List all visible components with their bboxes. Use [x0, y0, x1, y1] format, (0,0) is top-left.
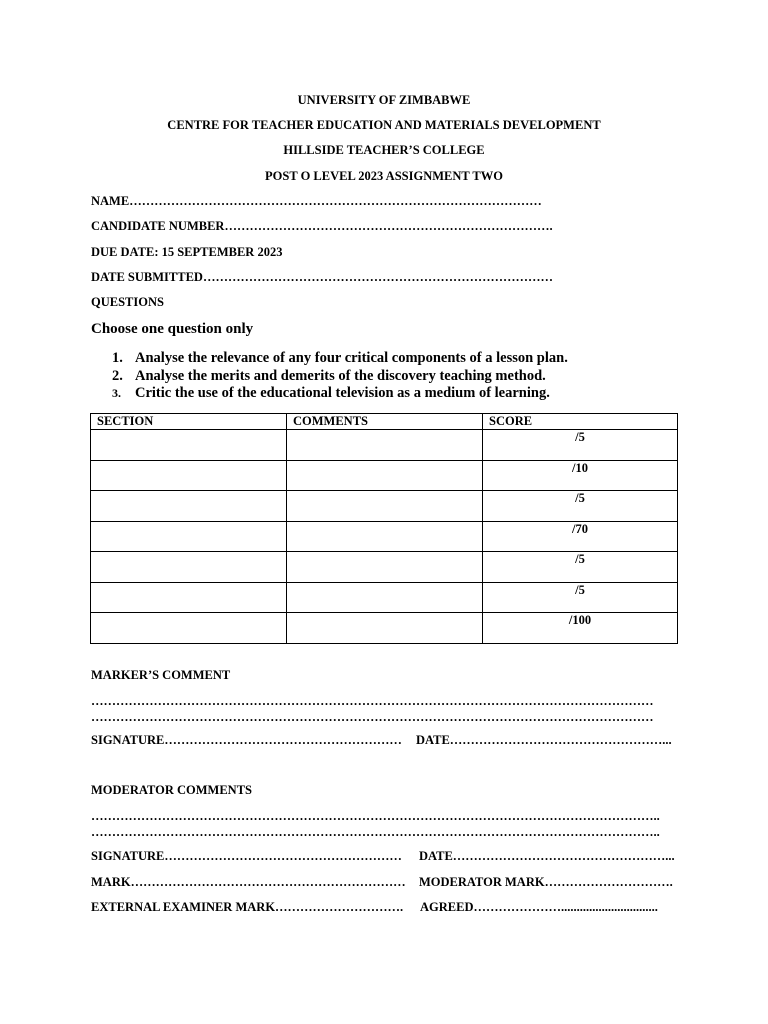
question-text: Analyse the merits and demerits of the discovery teaching method.: [135, 367, 546, 384]
section-cell: [91, 613, 287, 644]
question-text: Analyse the relevance of any four critical components of a lesson plan.: [135, 350, 568, 366]
table-row: [91, 552, 678, 583]
moderator-comment-line: ………………………………………………………………………………………………………………………..: [91, 809, 660, 823]
date-submitted-field: DATE SUBMITTED…………………………………………………………………………: [91, 270, 553, 284]
table-row: [91, 582, 678, 613]
section-cell: [91, 552, 287, 583]
comments-cell: [287, 460, 483, 491]
question-list: [112, 350, 568, 403]
marker-comment-line: ………………………………………………………………………………………………………………………: [91, 710, 654, 724]
moderator-signature: SIGNATURE…………………………………………………: [91, 849, 402, 863]
comments-cell: [287, 613, 483, 644]
question-text: Critic the use of the educational television as a medium of learning.: [135, 385, 550, 401]
agreed-field: AGREED…………………...............................: [420, 900, 658, 914]
name-field: NAME………………………………………………………………………………………: [91, 194, 542, 208]
comments-cell: [287, 552, 483, 583]
table-row: [91, 491, 678, 522]
section-cell: [91, 521, 287, 552]
comments-cell: [287, 582, 483, 613]
question-number: 2.: [112, 367, 123, 384]
table-header-row: [91, 414, 678, 430]
instruction: Choose one question only: [91, 321, 254, 337]
question-item: [112, 350, 568, 368]
question-number: 1.: [112, 350, 123, 366]
score-table: [90, 413, 678, 644]
question-item: [112, 385, 568, 403]
section-cell: [91, 460, 287, 491]
moderator-comment-line: ………………………………………………………………………………………………………………………..: [91, 825, 660, 839]
header-comments: COMMENTS: [287, 414, 483, 430]
score-cell: /5: [483, 430, 678, 461]
header-section: SECTION: [91, 414, 287, 430]
question-number: 3.: [112, 386, 121, 400]
table-row: [91, 613, 678, 644]
external-examiner-mark-field: EXTERNAL EXAMINER MARK………………………….: [91, 900, 404, 914]
table-row: [91, 460, 678, 491]
college-title: HILLSIDE TEACHER’S COLLEGE: [283, 143, 485, 157]
moderator-date: DATE……………………………………………...: [419, 849, 675, 863]
due-date: DUE DATE: 15 SEPTEMBER 2023: [91, 245, 283, 259]
comments-cell: [287, 491, 483, 522]
header-score: SCORE: [483, 414, 678, 430]
section-cell: [91, 491, 287, 522]
marker-signature: SIGNATURE…………………………………………………: [91, 733, 402, 747]
table-row: [91, 430, 678, 461]
centre-title: CENTRE FOR TEACHER EDUCATION AND MATERIALS DEVELOPMENT: [167, 118, 601, 132]
section-cell: [91, 430, 287, 461]
score-cell: /5: [483, 582, 678, 613]
moderator-comments-heading: MODERATOR COMMENTS: [91, 783, 252, 797]
mark-field: MARK…………………………………………………………: [91, 875, 406, 889]
score-cell: /5: [483, 491, 678, 522]
candidate-number-field: CANDIDATE NUMBER…………………………………………………………………….: [91, 219, 553, 233]
assignment-title: POST O LEVEL 2023 ASSIGNMENT TWO: [265, 169, 503, 183]
score-cell: /10: [483, 460, 678, 491]
score-cell: /70: [483, 521, 678, 552]
marker-date: DATE……………………………………………...: [416, 733, 672, 747]
moderator-mark-field: MODERATOR MARK………………………….: [419, 875, 673, 889]
marker-comment-heading: MARKER’S COMMENT: [91, 668, 231, 682]
university-title: UNIVERSITY OF ZIMBABWE: [297, 93, 471, 107]
comments-cell: [287, 430, 483, 461]
marker-comment-line: ………………………………………………………………………………………………………………………: [91, 694, 654, 708]
score-cell: /5: [483, 552, 678, 583]
question-item: [112, 368, 568, 386]
table-row: [91, 521, 678, 552]
score-cell: /100: [483, 613, 678, 644]
section-cell: [91, 582, 287, 613]
questions-heading: QUESTIONS: [91, 295, 164, 309]
comments-cell: [287, 521, 483, 552]
